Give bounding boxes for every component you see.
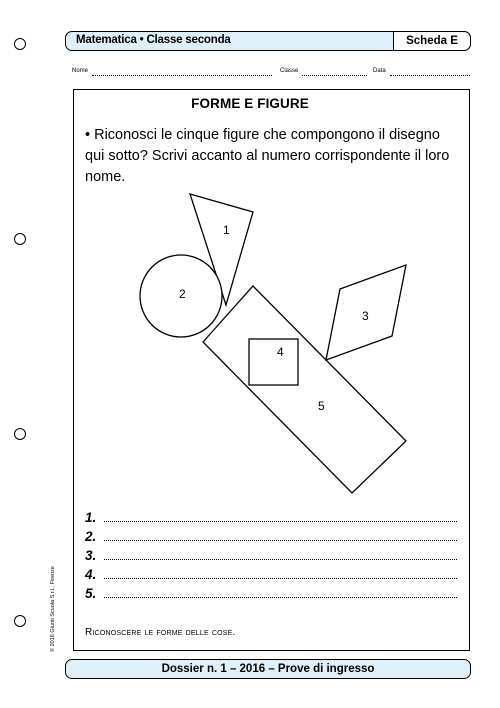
name-label: Nome xyxy=(72,68,89,74)
answer-dots[interactable] xyxy=(104,597,457,598)
answer-number: 3. xyxy=(85,548,97,563)
copyright-text: © 2016 Giunti Scuola S.r.l., Firenze xyxy=(50,566,56,652)
answer-number: 1. xyxy=(85,510,97,525)
answer-line-1[interactable] xyxy=(85,510,457,529)
figure-label-2: 2 xyxy=(179,287,186,301)
sheet-label: Scheda E xyxy=(393,31,471,51)
answer-number: 4. xyxy=(85,567,97,582)
date-label: Data xyxy=(373,68,386,74)
answer-number: 2. xyxy=(85,529,97,544)
answer-line-3[interactable] xyxy=(85,548,457,567)
subject-label: Matematica • Classe seconda xyxy=(76,34,231,46)
figure-label-4: 4 xyxy=(277,345,284,359)
class-label: Classe xyxy=(280,68,299,74)
answer-dots[interactable] xyxy=(104,540,457,541)
learning-objective: Riconoscere le forme delle cose. xyxy=(85,627,236,638)
instructions-text: • Riconosci le cinque figure che compongono il disegno qui sotto? Scrivi accanto al numero corrispondente il loro nome. xyxy=(85,127,450,185)
answer-line-5[interactable] xyxy=(85,586,457,605)
answer-number: 5. xyxy=(85,586,97,601)
answer-dots[interactable] xyxy=(104,578,457,579)
figure-label-3: 3 xyxy=(362,309,369,323)
answer-dots[interactable] xyxy=(104,521,457,522)
answer-line-2[interactable] xyxy=(85,529,457,548)
page-title: FORME E FIGURE xyxy=(191,96,309,111)
shape-square xyxy=(249,339,298,385)
figure-label-5: 5 xyxy=(318,399,325,413)
figure-label-1: 1 xyxy=(223,223,230,237)
footer-bar: Dossier n. 1 – 2016 – Prove di ingresso xyxy=(65,659,471,679)
answer-line-4[interactable] xyxy=(85,567,457,586)
answer-dots[interactable] xyxy=(104,559,457,560)
answer-list xyxy=(85,510,457,605)
